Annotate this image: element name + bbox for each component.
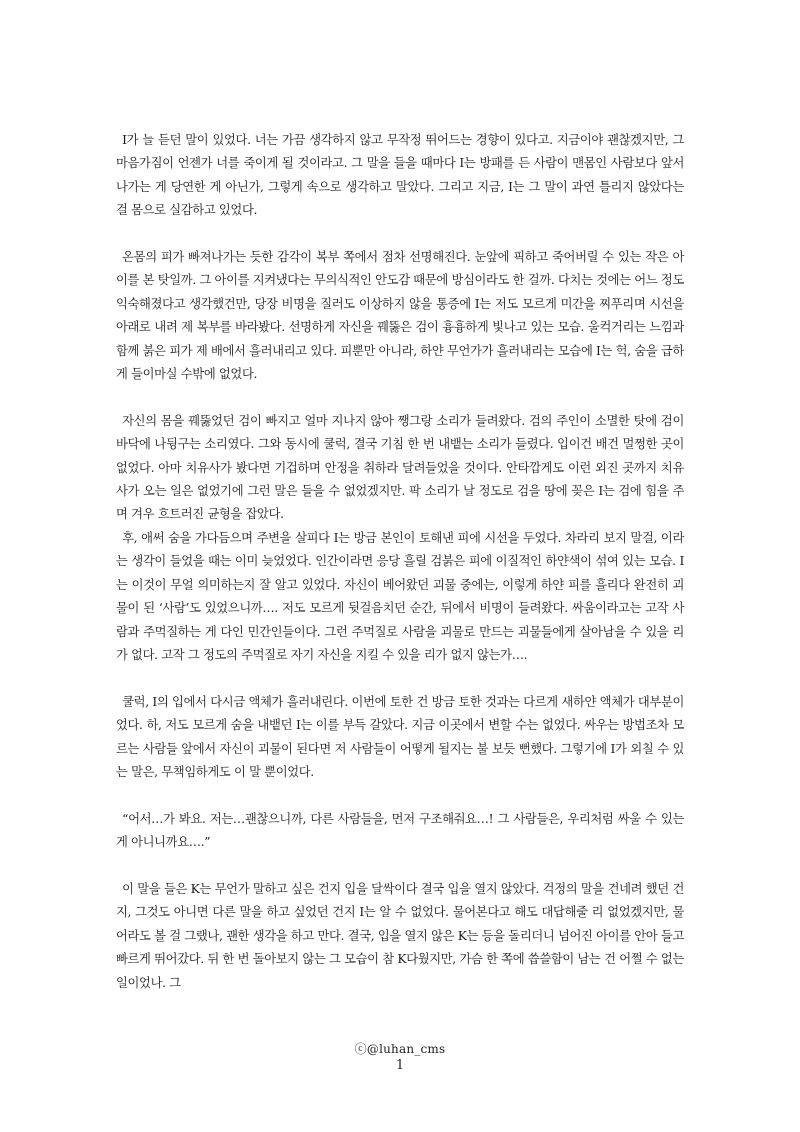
paragraph-1: I가 늘 듣던 말이 있었다. 너는 가끔 생각하지 않고 무작정 뛰어드는 경향이 있다고. 지금이야 괜찮겠지만, 그 마음가짐이 언젠가 너를 죽이게 될 것이라고. 그 말을 들을 때마다 I는 방패를 든 사람이 맨몸인 사람보다 앞서나가는 게 당연한 게 아닌가, 그렇게 속으로 생각하고 말았다. 그리고 지금, I는 그 말이 과연 틀리지 않았다는 걸 몸으로 실감하고 있었다. — [116, 133, 684, 218]
paragraph-5: 쿨럭, I의 입에서 다시금 액체가 흘러내린다. 이번에 토한 건 방금 토한 것과는 다르게 새하얀 액체가 대부분이었다. 하, 저도 모르게 숨을 내뱉던 I는 이를 부득 갈았다. 지금 이곳에서 변할 수는 없었다. 싸우는 방법조차 모르는 사람들 앞에서 자신이 괴물이 된다면 저 사람들이 어떻게 될지는 불 보듯 뻔했다. 그렇기에 I가 외칠 수 있는 말은, 무책임하게도 이 말 뿐이었다. — [116, 694, 684, 779]
paragraph-4: 후, 애써 숨을 가다듬으며 주변을 살피다 I는 방금 본인이 토해낸 피에 시선을 두었다. 차라리 보지 말걸, 이라는 생각이 들었을 때는 이미 늦었었다. 인간이라면 응당 흘릴 검붉은 피에 이질적인 하얀색이 섞여 있는 모습. I는 이것이 무얼 의미하는지 잘 알고 있었다. 자신이 베어왔던 괴물 중에는, 이렇게 하얀 피를 흘리다 완전히 괴물이 된 ‘사람’도 있었으니까…. 저도 모르게 뒷걸음치던 순간, 뒤에서 비명이 들려왔다. 싸움이라고는 고작 사람과 주먹질하는 게 다인 민간인들이다. 그런 주먹질로 사람을 괴물로 만드는 괴물들에게 살아남을 수 있을 리가 없다. 고작 그 정도의 주먹질로 자기 자신을 지킬 수 있을 리가 없지 않는가…. — [116, 530, 684, 662]
page-number: 1 — [395, 1058, 405, 1073]
paragraph-6-dialogue: “어서…가 봐요. 저는…괜찮으니까, 다른 사람들을, 먼저 구조해줘요…! 그 사람들은, 우리처럼 싸울 수 있는 게 아니니까요….” — [116, 811, 684, 850]
paragraph-2: 온몸의 피가 빠져나가는 듯한 감각이 복부 쪽에서 점차 선명해진다. 눈앞에 픽하고 죽어버릴 수 있는 작은 아이를 본 탓일까. 그 아이를 지켜냈다는 무의식적인 안도감 때문에 방심이라도 한 걸까. 다치는 것에는 어느 정도 익숙해졌다고 생각했건만, 당장 비명을 질러도 이상하지 않을 통증에 I는 저도 모르게 미간을 찌푸리며 시선을 아래로 내려 제 복부를 바라봤다. 선명하게 자신을 꿰뚫은 검이 흉흉하게 빛나고 있는 모습. 울컥거리는 느낌과 함께 붉은 피가 제 배에서 흘러내리고 있다. 피뿐만 아니라, 하얀 무언가가 흘러내리는 모습에 I는 헉, 숨을 급하게 들이마실 수밖에 없었다. — [116, 250, 684, 382]
paragraph-7: 이 말을 들은 K는 무언가 말하고 싶은 건지 입을 달싹이다 결국 입을 열지 않았다. 걱정의 말을 건네려 했던 건지, 그것도 아니면 다른 말을 하고 싶었던 건지 I는 알 수 없었다. 물어본다고 해도 대답해줄 리 없었겠지만, 물어라도 볼 걸 그랬나, 괜한 생각을 하고 만다. 결국, 입을 열지 않은 K는 등을 돌리더니 넘어진 아이를 안아 들고 빠르게 뛰어갔다. 뒤 한 번 돌아보지 않는 그 모습이 참 K다웠지만, 가슴 한 쪽에 씁쓸함이 남는 건 어쩔 수 없는 일이었나. 그 — [116, 881, 684, 990]
copyright-notice: ⓒ@luhan_cms — [354, 1042, 446, 1056]
paragraph-3: 자신의 몸을 꿰뚫었던 검이 빠지고 얼마 지나지 않아 쨍그랑 소리가 들려왔다. 검의 주인이 소멸한 탓에 검이 바닥에 나뒹구는 소리였다. 그와 동시에 쿨럭, 결국 기침 한 번 내뱉는 소리가 들렸다. 입이건 배건 멀쩡한 곳이 없었다. 아마 치유사가 봤다면 기겁하며 안정을 취하라 달려들었을 것이다. 안타깝게도 이런 외진 곳까지 치유사가 오는 일은 없었기에 그런 말은 들을 수 없었겠지만. 팍 소리가 날 정도로 검을 땅에 꽂은 I는 검에 힘을 주며 겨우 흐트러진 균형을 잡았다. — [116, 413, 684, 522]
story-body — [116, 129, 684, 995]
